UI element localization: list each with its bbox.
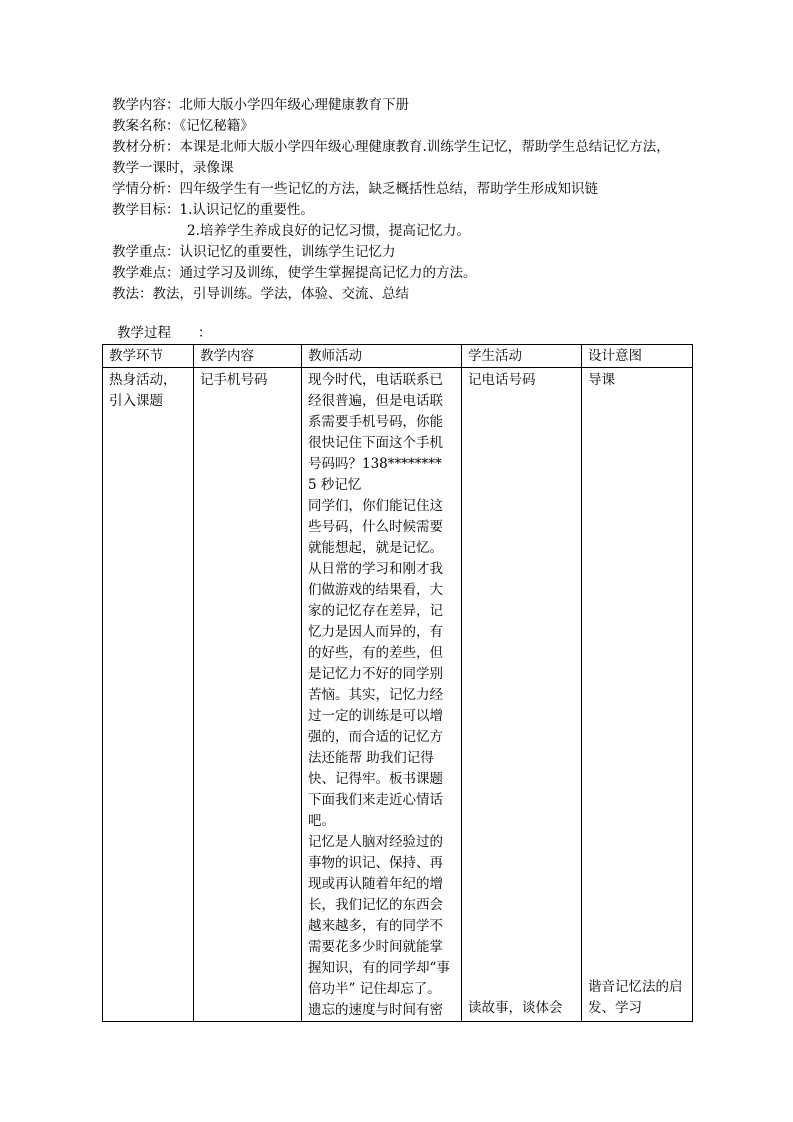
- teacher-line: 5 秒记忆: [308, 477, 362, 493]
- cell-intent: [582, 368, 693, 1022]
- info-line-material-cont: 教学一课时，录像课: [112, 160, 234, 176]
- teacher-line: 记忆是人脑对经验过的: [308, 834, 443, 850]
- cell-student: [462, 368, 582, 1022]
- process-label: 教学过程 ：: [117, 325, 212, 341]
- teacher-line: 需要花多少时间就能掌: [308, 939, 443, 955]
- lesson-table: [102, 344, 693, 1022]
- header-teacher: 教师活动: [302, 345, 462, 368]
- intent-bottom-line-1: 谐音记忆法的启: [588, 979, 683, 995]
- info-line-material: 教材分析：本课是北师大版小学四年级心理健康教育.训练学生记忆，帮助学生总结记忆方法，: [112, 139, 670, 155]
- student-activity-top: 记电话号码: [468, 372, 536, 388]
- teacher-line: 倍功半” 记住却忘了。: [308, 981, 441, 997]
- teacher-line: 从日常的学习和刚才我: [308, 561, 443, 577]
- teacher-line: 事物的识记、保持、再: [308, 855, 443, 871]
- intent-top: 导课: [588, 372, 615, 388]
- cell-content: 记手机号码: [194, 368, 302, 1022]
- info-line-content: 教学内容：北师大版小学四年级心理健康教育下册: [112, 97, 409, 113]
- intent-bottom: [588, 977, 688, 1019]
- teacher-line: 号码吗？138********: [308, 456, 442, 472]
- teacher-line: 下面我们来走近心情话: [308, 792, 443, 808]
- lesson-info: [112, 95, 712, 305]
- teacher-line: 吧。: [308, 813, 335, 829]
- teacher-line: 就能想起，就是记忆。: [308, 540, 443, 556]
- stage-line-1: 热身活动，: [109, 372, 177, 388]
- teacher-line: 的好些，有的差些，但: [308, 645, 443, 661]
- teacher-line: 同学们，你们能记住这: [308, 498, 443, 514]
- table-row: [103, 368, 693, 1022]
- teacher-line: 家的记忆存在差异，记: [308, 603, 443, 619]
- intent-bottom-line-2: 发、学习: [588, 1000, 642, 1016]
- teacher-line: 遗忘的速度与时间有密: [308, 1002, 443, 1018]
- teacher-line: 经很普遍，但是电话联: [308, 393, 443, 409]
- cell-stage: [103, 368, 194, 1022]
- teacher-line: 忆力是因人而异的，有: [308, 624, 443, 640]
- cell-teacher: [302, 368, 462, 1022]
- info-line-key-point: 教学重点：认识记忆的重要性，训练学生记忆力: [112, 244, 396, 260]
- info-line-goal-1: 教学目标：1.认识记忆的重要性。: [112, 202, 314, 218]
- teacher-line: 法还能帮 助我们记得: [308, 750, 434, 766]
- header-intent: 设计意图: [582, 345, 693, 368]
- teacher-line: 长，我们记忆的东西会: [308, 897, 443, 913]
- teacher-line: 些号码，什么时候需要: [308, 519, 443, 535]
- header-content: 教学内容: [194, 345, 302, 368]
- teacher-line: 握知识，有的同学却“事: [308, 960, 450, 976]
- header-stage: 教学环节: [103, 345, 194, 368]
- teacher-line: 们做游戏的结果看，大: [308, 582, 443, 598]
- student-activity-bottom: 读故事，谈体会: [468, 1000, 563, 1016]
- teacher-line: 越来越多，有的同学不: [308, 918, 443, 934]
- header-student: 学生活动: [462, 345, 582, 368]
- teacher-line: 很快记住下面这个手机: [308, 435, 443, 451]
- info-line-difficulty: 教学难点：通过学习及训练，使学生掌握提高记忆力的方法。: [112, 265, 477, 281]
- info-line-students: 学情分析：四年级学生有一些记忆的方法，缺乏概括性总结，帮助学生形成知识链: [112, 181, 598, 197]
- teacher-line: 现或再认随着年纪的增: [308, 876, 443, 892]
- info-line-method: 教法：教法，引导训练。学法，体验、交流、总结: [112, 286, 409, 302]
- teacher-line: 快、记得牢。板书课题: [308, 771, 443, 787]
- teacher-line: 强的，而合适的记忆方: [308, 729, 443, 745]
- stage-line-2: 引入课题: [109, 393, 163, 409]
- teacher-line: 是记忆力不好的同学别: [308, 666, 443, 682]
- teacher-line: 苦恼。其实，记忆力经: [308, 687, 443, 703]
- info-line-title: 教案名称：《记忆秘籍》: [112, 118, 254, 134]
- table-header-row: [103, 345, 693, 368]
- teacher-line: 系需要手机号码，你能: [308, 414, 443, 430]
- teacher-line: 现今时代，电话联系已: [308, 372, 443, 388]
- info-line-goal-2: 2.培养学生养成良好的记忆习惯，提高记忆力。: [187, 223, 470, 239]
- teacher-line: 过一定的训练是可以增: [308, 708, 443, 724]
